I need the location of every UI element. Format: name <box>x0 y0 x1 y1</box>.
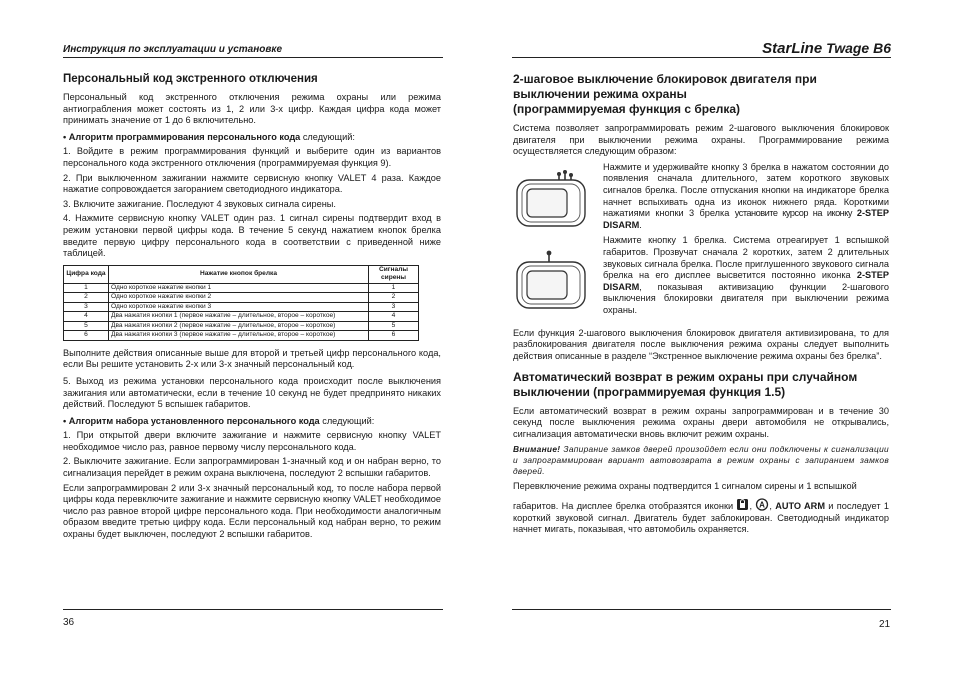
cell: Два нажатия кнопки 2 (первое нажатие – длительное, второе – короткое) <box>109 321 369 331</box>
cell: Одно короткое нажатие кнопки 2 <box>109 293 369 303</box>
warning-note <box>513 444 889 477</box>
cell: 6 <box>369 331 419 341</box>
title-line-3: (программируемая функция с брелка) <box>513 102 741 116</box>
remote-fob-icon <box>513 170 589 234</box>
cell: 4 <box>64 312 109 322</box>
section-title-personal-code: Персональный код экстренного отключения <box>63 73 318 85</box>
cell: Два нажатия кнопки 1 (первое нажатие – длительное, второе – короткое) <box>109 312 369 322</box>
after-table-paragraph: Выполните действия описанные выше для второй и третьей цифр персонального кода, если Вы решите установить 2-х или 3-х значный персональный код. <box>63 347 441 370</box>
algorithm-1-rest: следующий: <box>300 131 355 142</box>
algorithm-1-heading <box>63 132 441 144</box>
left-running-header: Инструкция по эксплуатации и установке <box>63 44 283 55</box>
step-1: 1. Войдите в режим программирования функций и выберите один из вариантов персонального кода экстренного отключения (программируемая функция 9). <box>63 146 441 168</box>
cell: 2 <box>64 293 109 303</box>
table-row <box>64 331 419 341</box>
intro-paragraph: Персональный код экстренного отключения режима охраны или режима антиограбления может состоять из 1, 2 или 3-х цифр. Каждая цифра кода может принимать значение от 1 до 6 включительно. <box>63 92 441 126</box>
table-row <box>64 312 419 322</box>
lock-icon <box>736 498 749 511</box>
warning-label: Внимание! <box>513 444 561 455</box>
brand-model: Twage B6 <box>826 40 891 56</box>
left-content <box>63 72 441 541</box>
left-footer-rule <box>63 609 443 610</box>
step-5: 5. Выход из режима установки персонального кода происходит после выключения зажигания или автоматически, если в течение 10 секунд не будет предпринято никаких действий. Последуют 5 вспышек габаритов. <box>63 375 441 410</box>
section-title-auto-rearm: Автоматический возврат в режим охраны при случайном выключении (программируемая функция 1.5) <box>513 369 858 399</box>
col-press: Нажатие кнопок брелка <box>109 265 369 283</box>
section-title-2step <box>513 72 889 117</box>
closing-paragraph: Если запрограммирован 2 или 3-х значный персональный код, то после набора первой цифры кода перевключите зажигание и нажмите сервисную кнопку VALET необходимое число раз равное второй цифре персонального кода. При необходимости аналогичным образом введите третью цифру кода. Если персональный код набран верно, то режим охраны будет выключен, последуют 2 вспышки габаритов. <box>63 482 441 540</box>
press-button-3-paragraph: Нажмите и удерживайте кнопку 3 брелка в нажатом состоянии до появления сначала длительного, затем короткого звуковых сигналов брелка. После отпускания кнопки на индикаторе брелка начнет вспыхивать одна из иконок нижнего ряда. Короткими нажатиями кнопки 3 брелка установите курсор на иконку 2-STEP DISARM. <box>603 161 889 230</box>
table-row <box>64 321 419 331</box>
col-signals: Сигналы сирены <box>369 265 419 283</box>
algorithm-1-bold: • Алгоритм программирования персонального кода <box>63 131 301 142</box>
display-icons-paragraph: габаритов. На дисплее брелка отобразятся иконки , A , AUTO ARM и последует 1 короткий звуковой сигнал. Двигатель будет заблокирован. Светодиодный индикатор начнет мигать, показывая, что автомобиль охраняется. <box>513 498 889 536</box>
title-line-1: 2-шаговое выключение блокировок двигателя при <box>513 72 817 86</box>
right-footer-rule <box>512 609 891 610</box>
press-button-1-paragraph: Нажмите кнопку 1 брелка. Система отреагирует 1 вспышкой габаритов. Прозвучат сначала 2 коротких, затем 2 длительных звуковых сигнала брелка. После приглушенного звукового сигнала брелка на его дисплее высветится постоянно иконка 2-STEP DISARM, показывая активизацию функции 2-шагового выключения блокировки двигателя при выключении режима охраны. <box>603 235 889 315</box>
cell: Одно короткое нажатие кнопки 1 <box>109 283 369 293</box>
cell: 6 <box>64 331 109 341</box>
rearm-confirmation: Перевключение режима охраны подтвердится 1 сигналом сирены и 1 вспышкой <box>513 481 857 492</box>
auto-rearm-paragraph: Если автоматический возврат в режим охраны запрограммирован и в течение 30 секунд после выключения режима охраны двери автомобиля не открывались, сигнализация автоматически вновь включит режим охраны. <box>513 405 889 439</box>
cell: 5 <box>369 321 419 331</box>
cell: Два нажатия кнопки 3 (первое нажатие – длительное, второе – короткое) <box>109 331 369 341</box>
step-3: 3. Включите зажигание. Последуют 4 звуковых сигнала сирены. <box>63 198 336 209</box>
code-table-header <box>64 265 419 283</box>
2step-intro: Система позволяет запрограммировать режим 2-шагового выключения блокировок двигателя при выключении режима охраны. Программирование режима осуществляется следующим образом: <box>513 123 889 157</box>
warning-text: Запирание замков дверей произойдет если они подключены к сигнализации и запрограммирован вариант автовозврата в режим охраны с запиранием замков дверей. <box>513 444 889 477</box>
right-page-number: 21 <box>879 619 891 630</box>
brand-name: StarLine <box>762 40 823 57</box>
remote-instructions-block <box>513 162 889 328</box>
algorithm-2-rest: следующий: <box>319 415 375 426</box>
cell: Одно короткое нажатие кнопки 3 <box>109 302 369 312</box>
right-page <box>477 0 954 675</box>
title-line-2: выключении режима охраны <box>513 87 687 101</box>
svg-text:A: A <box>759 500 766 510</box>
cell: 2 <box>369 293 419 303</box>
auto-arm-icon <box>755 498 769 511</box>
step-2: 2. При выключенном зажигании нажмите сервисную кнопку VALET 4 раза. Каждое нажатие сопровождается загоранием светодиодного индикатора. <box>63 172 441 195</box>
algorithm-2-heading <box>63 416 441 428</box>
cell: 4 <box>369 312 419 322</box>
col-digit: Цифра кода <box>64 265 109 283</box>
right-header-rule <box>512 57 891 58</box>
code-table <box>63 265 419 341</box>
step-4: 4. Нажмите сервисную кнопку VALET один раз. 1 сигнал сирены подтвердит вход в режим установки первой цифры кода. В течение 5 секунд нажатием кнопок брелка введите первую цифру персонального кода в соответствии с приведенной ниже таблицей. <box>63 213 441 259</box>
cell: 1 <box>369 283 419 293</box>
cell: 1 <box>64 283 109 293</box>
left-header-rule <box>63 57 443 58</box>
cell: 3 <box>369 302 419 312</box>
remote-step-text <box>603 162 889 317</box>
table-row <box>64 293 419 303</box>
brand-logo <box>762 40 891 57</box>
cell: 3 <box>64 302 109 312</box>
algorithm-2-bold: • Алгоритм набора установленного персонального кода <box>63 415 320 426</box>
table-row <box>64 283 419 293</box>
remote-fob-icon <box>513 250 589 316</box>
dial-step-2: 2. Выключите зажигание. Если запрограммирован 1-значный код и он набран верно, то сигнализация перейдет в режим охрана выключена, последуют 2 вспышки габаритов. <box>63 456 441 479</box>
left-page-number: 36 <box>63 617 75 628</box>
table-row <box>64 302 419 312</box>
2step-active-paragraph: Если функция 2-шагового выключения блокировок двигателя активизирована, то для разблокирования двигателя после выключения режима охраны следует выполнить действия описанные в разделе “Экстренное выключение режима охраны без брелка”. <box>513 327 889 361</box>
right-content <box>513 72 889 536</box>
cell: 5 <box>64 321 109 331</box>
dial-step-1: 1. При открытой двери включите зажигание и нажмите сервисную кнопку VALET необходимое число раз, равное первому числу персонального кода. <box>63 430 441 452</box>
